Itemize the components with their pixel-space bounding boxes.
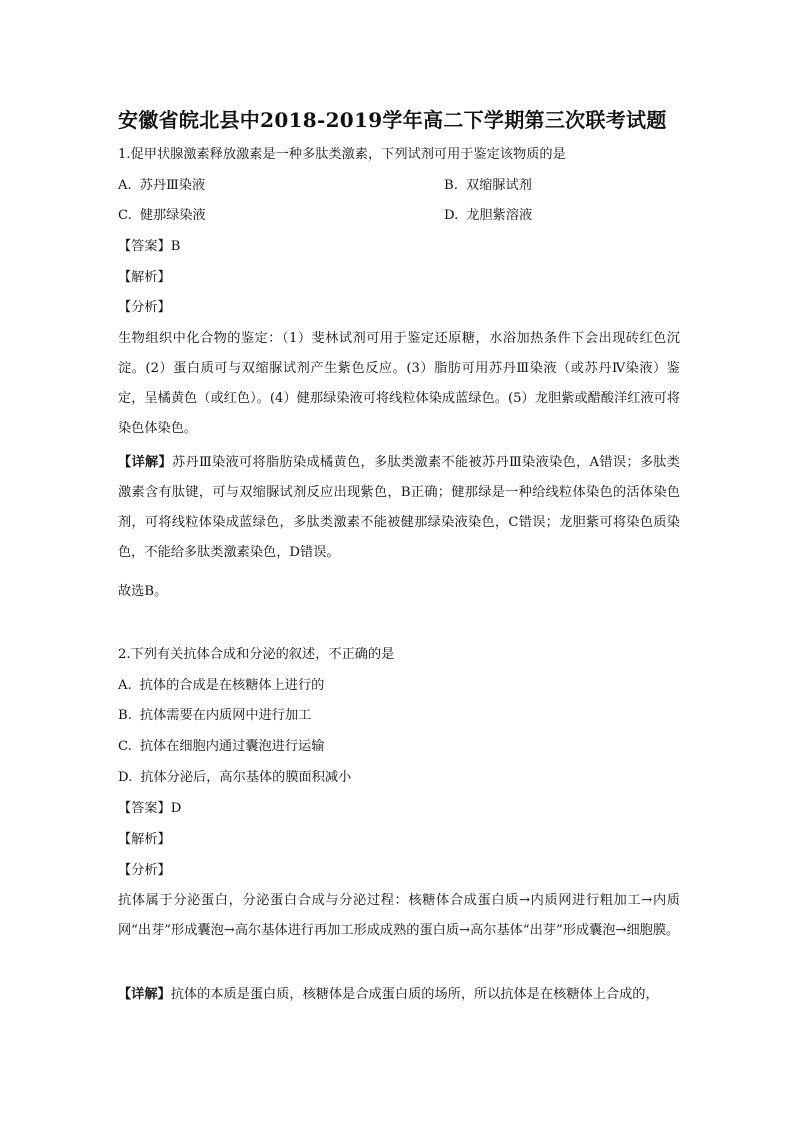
option-text: 龙胆紫溶液 [466, 208, 533, 223]
detail-text: 苏丹Ⅲ染液可将脂肪染成橘黄色，多肽类激素不能被苏丹Ⅲ染液染色，A错误；多肽类激素含有肽键，可与双缩脲试剂反应出现紫色，B正确；健那绿是一种给线粒体染色的活体染色剂，可将线粒体染成蓝绿色，多肽类激素不能被健那绿染液染色，C错误；龙胆紫可将染色质染色，不能给多肽类激素染色，D错误。 [118, 455, 680, 560]
detail-label: 【详解】 [118, 987, 171, 1002]
option-letter: A. [118, 678, 132, 693]
option-text: 抗体需要在内质网中进行加工 [139, 708, 312, 723]
option-letter: B. [118, 708, 132, 723]
question-2-option-b [118, 706, 311, 726]
question-1-option-a [118, 176, 205, 196]
document-title: 安徽省皖北县中2018-2019学年高二下学期第三次联考试题 [118, 108, 667, 132]
question-2-option-c [118, 737, 324, 757]
option-text: 抗体的合成是在核糖体上进行的 [139, 678, 325, 693]
question-2-jiexi-label: 【解析】 [118, 832, 171, 847]
option-letter: B. [444, 178, 458, 193]
option-letter: C. [118, 739, 132, 754]
question-1-option-d [444, 206, 532, 226]
question-1-fenxi-label: 【分析】 [118, 300, 171, 315]
question-2-fenxi-label: 【分析】 [118, 863, 171, 878]
detail-label: 【详解】 [118, 455, 172, 470]
option-letter: C. [118, 208, 132, 223]
question-2-analysis: 抗体属于分泌蛋白，分泌蛋白合成与分泌过程：核糖体合成蛋白质→内质网进行粗加工→内质网“出芽”形成囊泡→高尔基体进行再加工形成成熟的蛋白质→高尔基体“出芽”形成囊泡→细胞膜。 [118, 893, 680, 938]
option-text: 苏丹Ⅲ染液 [139, 178, 206, 193]
option-text: 抗体分泌后，高尔基体的膜面积减小 [140, 770, 352, 785]
question-1-stem: 1.促甲状腺激素释放激素是一种多肽类激素，下列试剂可用于鉴定该物质的是 [118, 147, 566, 162]
question-1-analysis: 生物组织中化合物的鉴定：（1）斐林试剂可用于鉴定还原糖，水浴加热条件下会出现砖红色沉淀。(2）蛋白质可与双缩脲试剂产生紫色反应。(3）脂肪可用苏丹Ⅲ染液（或苏丹Ⅳ染液）鉴定，呈橘黄色（或红色）。(4）健那绿染液可将线粒体染成蓝绿色。(5）龙胆紫或醋酸洋红液可将染色体染色。 [118, 331, 680, 436]
option-letter: D. [444, 208, 459, 223]
question-1-answer: 【答案】B [118, 239, 181, 254]
question-2-detail [118, 980, 680, 1010]
question-2-stem: 2.下列有关抗体合成和分泌的叙述，不正确的是 [118, 647, 395, 662]
question-1-option-c [118, 206, 206, 226]
option-text: 健那绿染液 [139, 208, 206, 223]
option-letter: A. [118, 178, 132, 193]
question-2-answer: 【答案】D [118, 801, 182, 816]
option-text: 抗体在细胞内通过囊泡进行运输 [139, 739, 325, 754]
question-1-detail [118, 448, 680, 568]
question-1-jiexi-label: 【解析】 [118, 270, 171, 285]
question-1-option-b [444, 176, 532, 196]
question-2-option-a [118, 676, 324, 696]
detail-text: 抗体的本质是蛋白质，核糖体是合成蛋白质的场所，所以抗体是在核糖体上合成的， [170, 987, 659, 1002]
question-1-conclusion: 故选B。 [118, 584, 168, 599]
question-2-option-d [118, 768, 351, 788]
option-text: 双缩脲试剂 [465, 178, 532, 193]
option-letter: D. [118, 770, 133, 785]
